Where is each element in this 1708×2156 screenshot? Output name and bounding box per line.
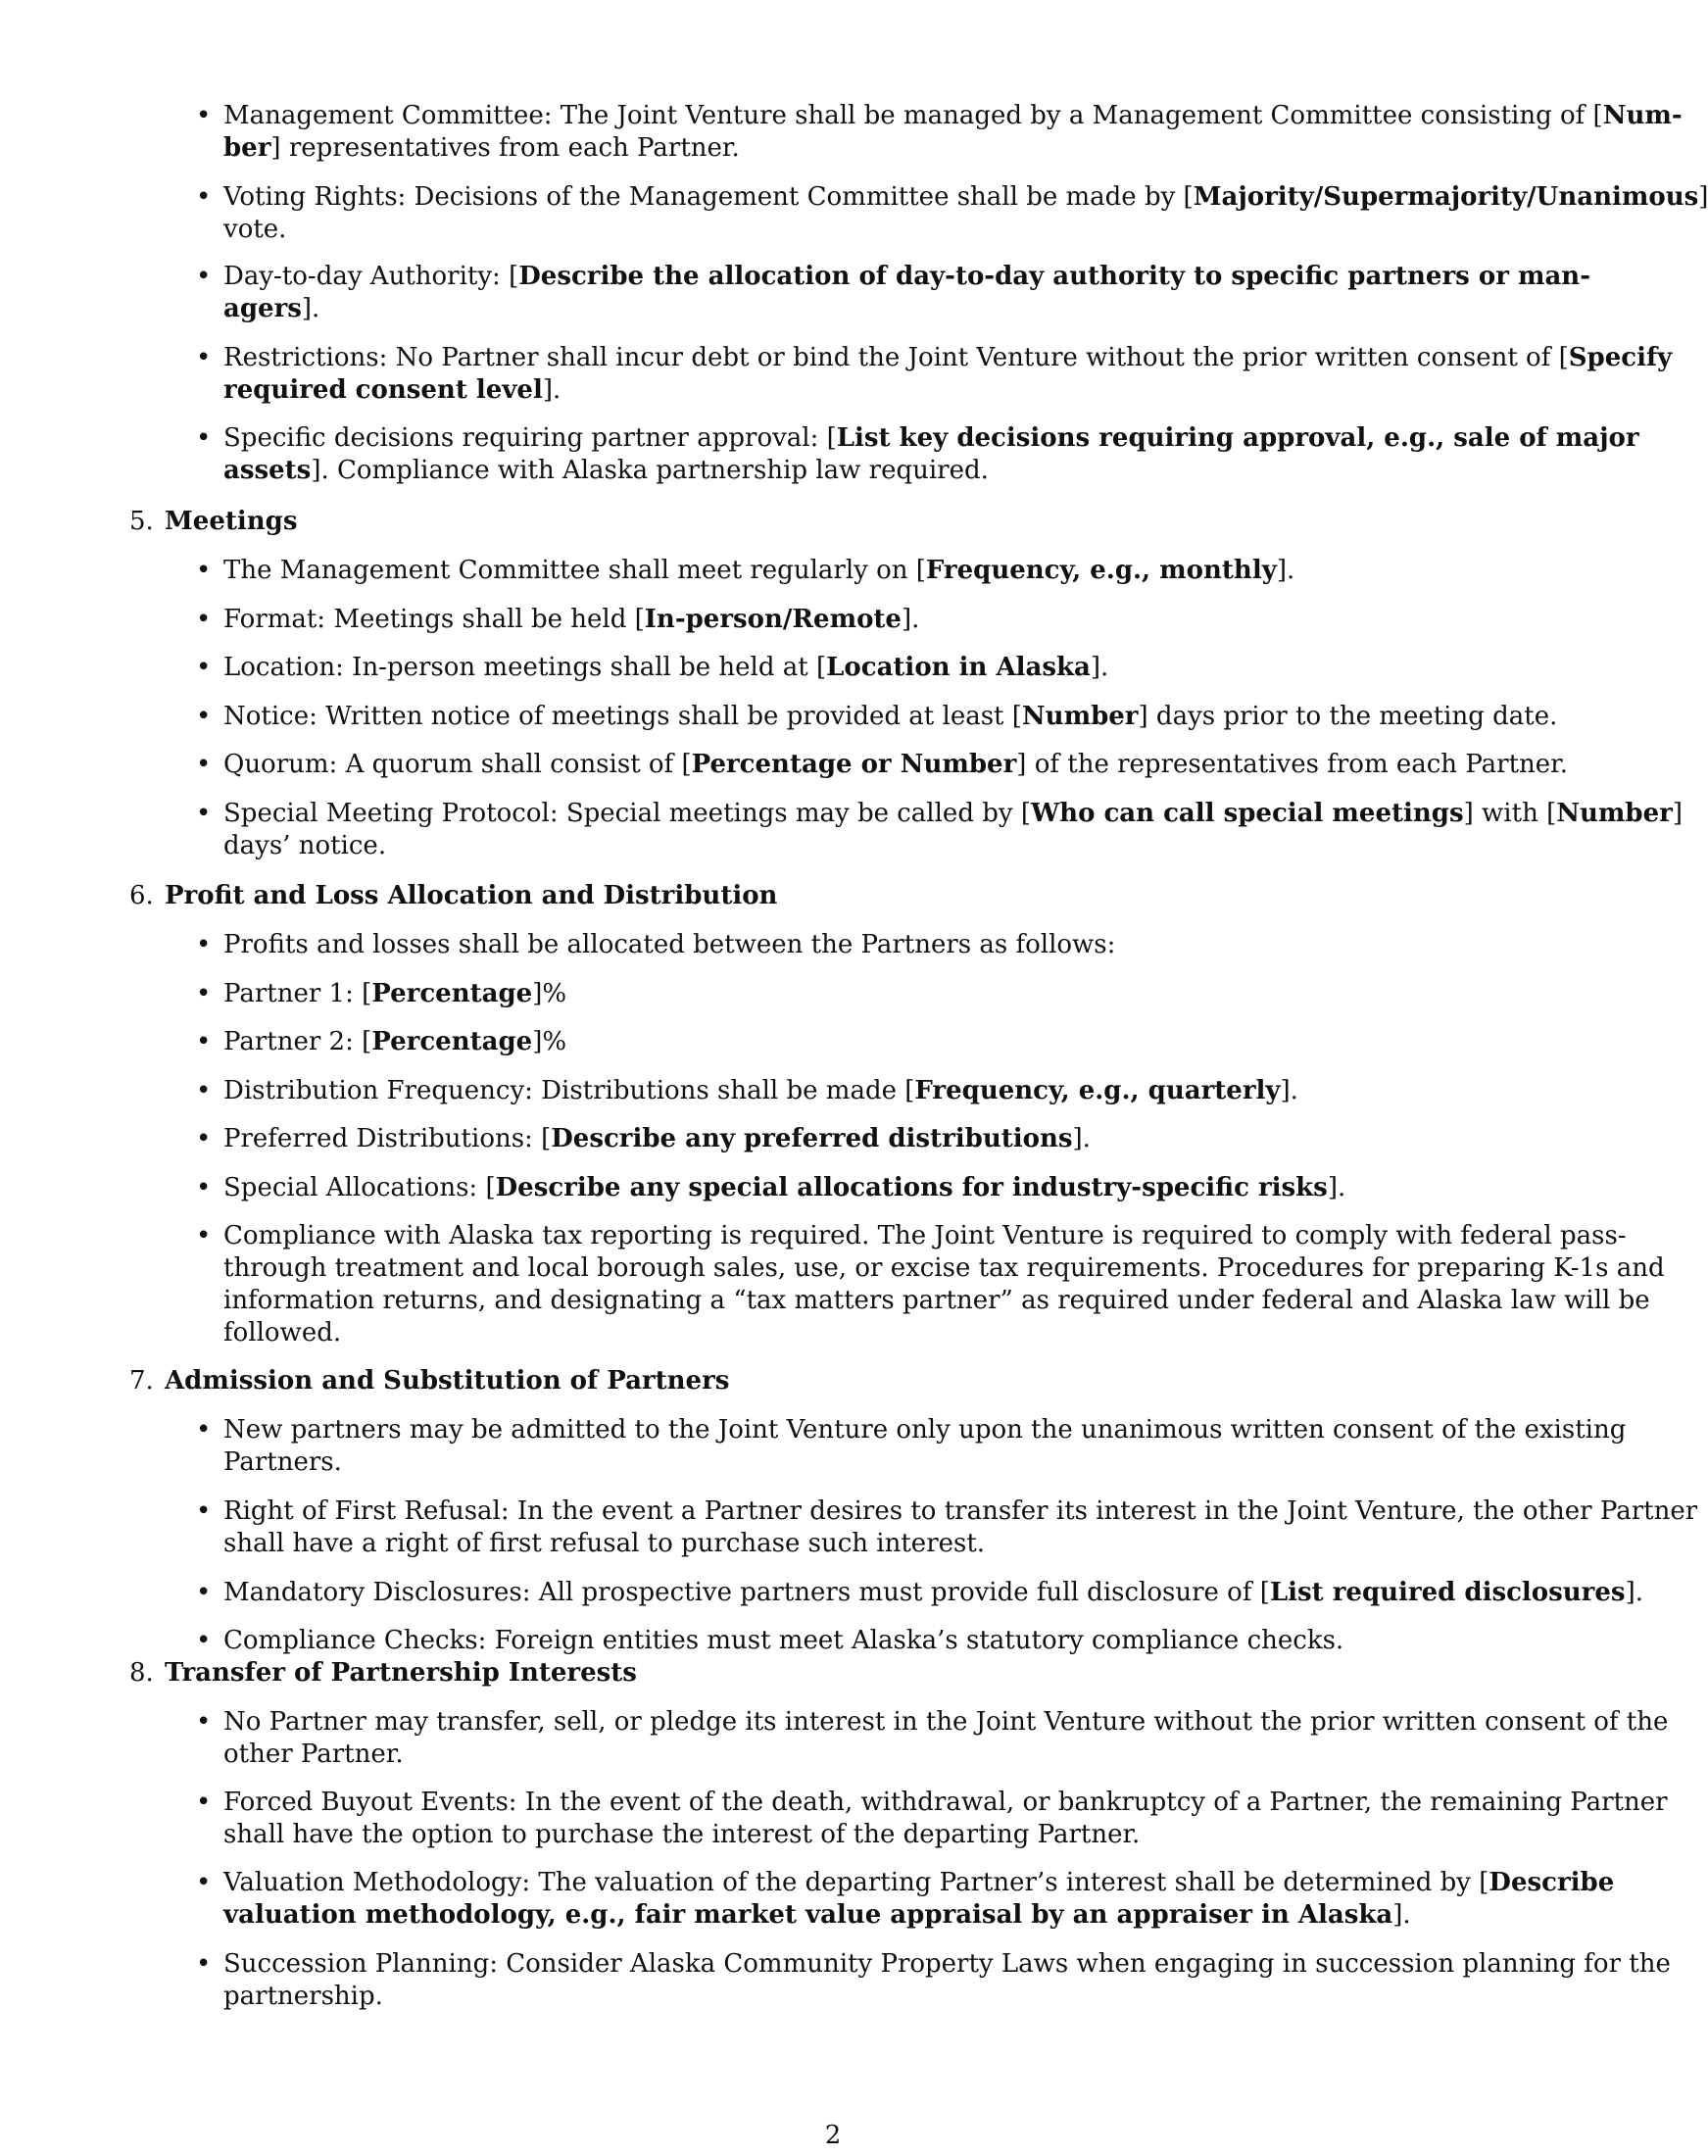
body-text: ]. — [901, 605, 920, 634]
bullet-icon: • — [196, 1868, 212, 1897]
list-item-line — [223, 1528, 985, 1560]
bullet-icon: • — [196, 1076, 212, 1105]
body-text: ]. — [1072, 1124, 1091, 1153]
bullet-icon: • — [196, 101, 212, 130]
list-item-line — [223, 455, 989, 487]
body-text: Preferred Distributions: [ — [223, 1124, 552, 1153]
placeholder-text: Describe any special allocations for industry-specific risks — [495, 1173, 1328, 1202]
body-text: Profits and losses shall be allocated between the Partners as follows: — [223, 930, 1116, 959]
body-text: Voting Rights: Decisions of the Management Committee shall be made by [ — [223, 182, 1194, 212]
body-text: Format: Meetings shall be held [ — [223, 605, 645, 634]
body-text: Location: In-person meetings shall be held at [ — [223, 653, 827, 682]
body-text: Forced Buyout Events: In the event of the death, withdrawal, or bankruptcy of a Partner, the remaining Partner — [223, 1788, 1668, 1817]
list-item-line — [223, 1981, 383, 2013]
list-item-line — [223, 1577, 1643, 1609]
list-item-line — [223, 978, 566, 1010]
list-item-line — [223, 261, 1590, 293]
placeholder-text: Number — [1556, 799, 1673, 828]
body-text: ]. — [542, 375, 561, 405]
placeholder-text: Num- — [1602, 101, 1683, 130]
bullet-icon: • — [196, 1626, 212, 1655]
body-text: ]. — [1280, 1076, 1298, 1105]
list-item-line — [223, 1867, 1614, 1899]
body-text: other Partner. — [223, 1740, 404, 1769]
list-item-line — [223, 422, 1639, 455]
placeholder-text: Describe any preferred distributions — [551, 1124, 1073, 1153]
body-text: Quorum: A quorum shall consist of [ — [223, 750, 692, 779]
body-text: Partner 1: [ — [223, 979, 372, 1008]
list-item-line — [223, 555, 1294, 587]
list-item-line — [223, 181, 1708, 214]
body-text: Restrictions: No Partner shall incur debt or bind the Joint Venture without the prior written consent of [ — [223, 343, 1569, 372]
body-text: ]% — [532, 979, 567, 1008]
list-item-line — [223, 1446, 342, 1479]
body-text: ] of the representatives from each Partner. — [1016, 750, 1568, 779]
section-heading: Meetings — [165, 507, 298, 536]
placeholder-text: valuation methodology, e.g., fair market value appraisal by an appraiser in Alaska — [223, 1900, 1393, 1930]
list-item-line — [223, 214, 286, 246]
list-item-line — [223, 1026, 566, 1058]
body-text: vote. — [223, 215, 287, 244]
placeholder-text: required consent level — [223, 375, 543, 405]
list-item-line — [223, 652, 1108, 684]
placeholder-text: Frequency, e.g., quarterly — [914, 1076, 1281, 1105]
list-item-line — [223, 1075, 1298, 1107]
placeholder-text: Who can call special meetings — [1030, 799, 1464, 828]
bullet-icon: • — [196, 1578, 212, 1607]
placeholder-text: Number — [1021, 702, 1139, 731]
body-text: ]. — [1090, 653, 1109, 682]
list-item-line — [223, 1220, 1627, 1252]
section-heading: Transfer of Partnership Interests — [165, 1658, 637, 1688]
body-text: Day-to-day Authority: [ — [223, 262, 519, 291]
list-item-line — [223, 132, 740, 165]
bullet-icon: • — [196, 423, 212, 453]
body-text: ] with [ — [1463, 799, 1557, 828]
body-text: ]. Compliance with Alaska partnership law required. — [311, 456, 989, 485]
bullet-icon: • — [196, 1496, 212, 1526]
body-text: Succession Planning: Consider Alaska Community Property Laws when engaging in succession planning for the — [223, 1949, 1671, 1979]
placeholder-text: Describe — [1488, 1868, 1615, 1897]
list-item-line — [223, 1625, 1343, 1657]
list-item-line — [223, 830, 386, 862]
section-heading: Admission and Substitution of Partners — [165, 1366, 730, 1396]
bullet-icon: • — [196, 556, 212, 585]
bullet-icon: • — [196, 1415, 212, 1445]
bullet-icon: • — [196, 262, 212, 291]
list-item-line — [223, 1787, 1668, 1819]
list-item-line — [223, 1899, 1411, 1932]
body-text: Valuation Methodology: The valuation of the departing Partner’s interest shall be determined by [ — [223, 1868, 1489, 1897]
placeholder-text: Majority/Supermajority/Unanimous — [1193, 182, 1699, 212]
placeholder-text: Frequency, e.g., monthly — [925, 556, 1277, 585]
placeholder-text: Location in Alaska — [826, 653, 1091, 682]
list-item-line — [223, 701, 1557, 733]
body-text: partnership. — [223, 1982, 383, 2011]
body-text: ] — [1672, 799, 1683, 828]
list-item-line — [223, 1414, 1626, 1446]
list-item-line — [223, 929, 1115, 961]
body-text: ] representatives from each Partner. — [270, 133, 740, 163]
body-text: Notice: Written notice of meetings shall be provided at least [ — [223, 702, 1022, 731]
bullet-icon: • — [196, 605, 212, 634]
bullet-icon: • — [196, 930, 212, 959]
list-item-line — [223, 1706, 1668, 1739]
body-text: New partners may be admitted to the Joint Venture only upon the unanimous written consent of the existing — [223, 1415, 1627, 1445]
placeholder-text: In-person/Remote — [644, 605, 902, 634]
placeholder-text: Describe the allocation of day-to-day authority to specific partners or man- — [518, 262, 1590, 291]
body-text: ]% — [532, 1027, 567, 1056]
placeholder-text: ber — [223, 133, 271, 163]
body-text: Special Meeting Protocol: Special meetings may be called by [ — [223, 799, 1031, 828]
bullet-icon: • — [196, 1221, 212, 1250]
section-number: 6. — [129, 881, 154, 910]
body-text: No Partner may transfer, sell, or pledge its interest in the Joint Venture without the prior written consent of the — [223, 1707, 1669, 1737]
list-item-line — [223, 342, 1672, 374]
body-text: Special Allocations: [ — [223, 1173, 496, 1202]
body-text: shall have the option to purchase the interest of the departing Partner. — [223, 1820, 1141, 1849]
bullet-icon: • — [196, 343, 212, 372]
placeholder-text: assets — [223, 456, 312, 485]
body-text: Partner 2: [ — [223, 1027, 372, 1056]
bullet-icon: • — [196, 182, 212, 212]
placeholder-text: Percentage — [371, 1027, 533, 1056]
body-text: information returns, and designating a “tax matters partner” as required under federal and Alaska law will be — [223, 1286, 1650, 1315]
body-text: The Management Committee shall meet regularly on [ — [223, 556, 926, 585]
list-item-line — [223, 374, 561, 407]
list-item-line — [223, 100, 1683, 132]
bullet-icon: • — [196, 702, 212, 731]
list-item-line — [223, 798, 1683, 830]
body-text: ] — [1698, 182, 1708, 212]
body-text: ] days prior to the meeting date. — [1138, 702, 1558, 731]
section-number: 5. — [129, 507, 154, 536]
bullet-icon: • — [196, 979, 212, 1008]
body-text: ]. — [1276, 556, 1295, 585]
body-text: Partners. — [223, 1447, 342, 1477]
body-text: through treatment and local borough sales, use, or excise tax requirements. Procedures for preparing K-1s and — [223, 1253, 1665, 1283]
body-text: Compliance Checks: Foreign entities must meet Alaska’s statutory compliance checks. — [223, 1626, 1344, 1655]
body-text: Distribution Frequency: Distributions shall be made [ — [223, 1076, 915, 1105]
page-number: 2 — [824, 2121, 842, 2150]
body-text: ]. — [1625, 1578, 1643, 1607]
placeholder-text: List required disclosures — [1269, 1578, 1626, 1607]
placeholder-text: Percentage — [371, 979, 533, 1008]
list-item-line — [223, 1172, 1345, 1204]
body-text: Specific decisions requiring partner approval: [ — [223, 423, 837, 453]
bullet-icon: • — [196, 799, 212, 828]
placeholder-text: agers — [223, 294, 302, 323]
body-text: Mandatory Disclosures: All prospective partners must provide full disclosure of [ — [223, 1578, 1270, 1607]
body-text: Compliance with Alaska tax reporting is required. The Joint Venture is required to comply with federal pass- — [223, 1221, 1627, 1250]
body-text: shall have a right of first refusal to purchase such interest. — [223, 1529, 986, 1558]
placeholder-text: List key decisions requiring approval, e.g., sale of major — [836, 423, 1639, 453]
bullet-icon: • — [196, 1124, 212, 1153]
bullet-icon: • — [196, 750, 212, 779]
list-item-line — [223, 1123, 1091, 1155]
body-text: days’ notice. — [223, 831, 387, 860]
list-item-line — [223, 1739, 404, 1771]
body-text: Management Committee: The Joint Venture shall be managed by a Management Committee consisting of [ — [223, 101, 1603, 130]
bullet-icon: • — [196, 1788, 212, 1817]
body-text: followed. — [223, 1318, 342, 1348]
body-text: ]. — [1327, 1173, 1346, 1202]
bullet-icon: • — [196, 1027, 212, 1056]
list-item-line — [223, 604, 919, 636]
list-item-line — [223, 293, 319, 325]
list-item-line — [223, 1495, 1697, 1528]
bullet-icon: • — [196, 1707, 212, 1737]
placeholder-text: Percentage or Number — [691, 750, 1017, 779]
body-text: ]. — [1392, 1900, 1411, 1930]
body-text: ]. — [301, 294, 320, 323]
section-heading: Profit and Loss Allocation and Distribution — [165, 881, 778, 910]
bullet-icon: • — [196, 1949, 212, 1979]
list-item-line — [223, 1252, 1665, 1285]
bullet-icon: • — [196, 653, 212, 682]
list-item-line — [223, 749, 1568, 781]
list-item-line — [223, 1317, 341, 1349]
list-item-line — [223, 1285, 1650, 1317]
placeholder-text: Specify — [1568, 343, 1673, 372]
section-number: 7. — [129, 1366, 154, 1396]
bullet-icon: • — [196, 1173, 212, 1202]
section-number: 8. — [129, 1658, 154, 1688]
body-text: Right of First Refusal: In the event a Partner desires to transfer its interest in the Joint Venture, the other Partner — [223, 1496, 1698, 1526]
list-item-line — [223, 1819, 1140, 1851]
list-item-line — [223, 1948, 1671, 1981]
